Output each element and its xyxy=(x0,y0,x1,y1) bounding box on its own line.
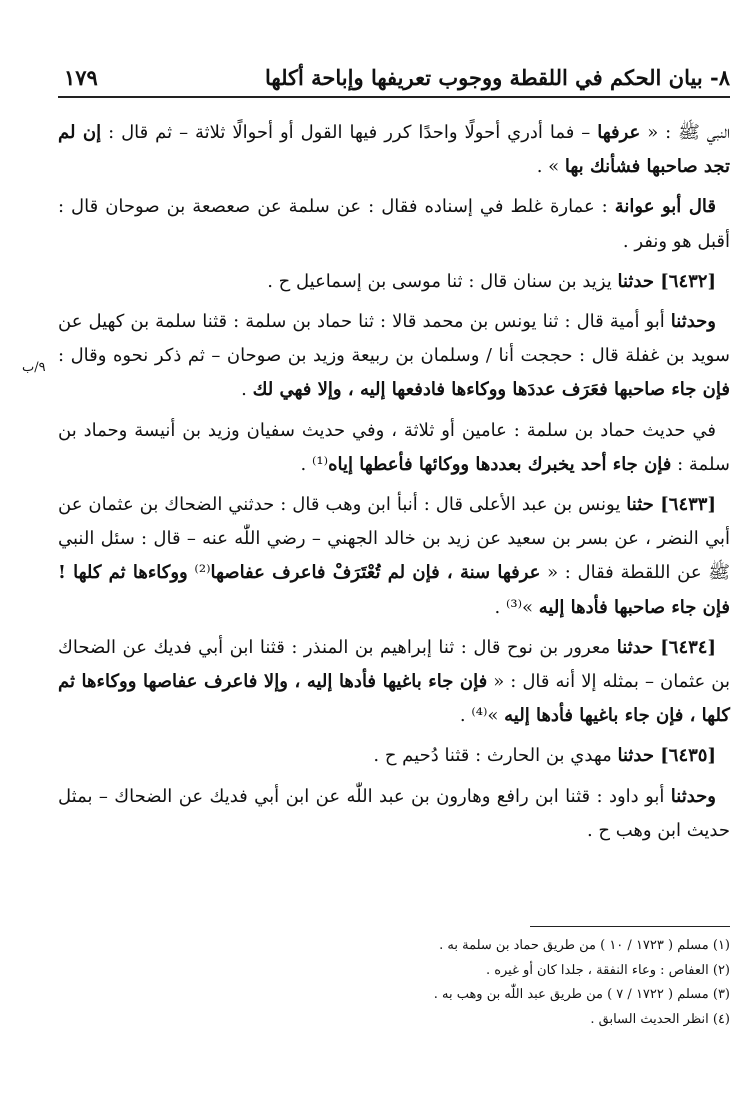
text-segment: معرور بن نوح قال : ثنا إبراهيم بن المنذر : قثنا ابن أبي فديك عن الضحاك بن عثمان – بمثله إلا أنه قال : « xyxy=(58,636,730,693)
bold-text: قال أبو عوانة xyxy=(614,196,716,218)
chapter-title: ٨- بيان الحكم في اللقطة ووجوب تعريفها وإباحة أكلها xyxy=(265,64,730,90)
bold-text: ووكاءها ثم كلها ! فإن جاء صاحبها فأدها إليه xyxy=(58,562,730,618)
bold-text: فإن جاء أحد يخبرك بعددها ووكائها فأعطها إياه xyxy=(328,453,672,475)
text-segment: يونس بن عبد الأعلى قال : أنبأ ابن وهب قال : حدثني الضحاك بن عثمان عن أبي النضر ، عن بسر بن سعيد عن زيد بن خالد الجهني – رضي اللّٰه عنه – قال : سئل النبي ﷺ عن اللقطة فقال : « xyxy=(58,494,730,584)
paragraph xyxy=(58,414,730,482)
footnote-4: (٤) انظر الحديث السابق . xyxy=(590,1011,730,1027)
footnotes xyxy=(58,934,730,1032)
text-segment: : عمارة غلط في إسناده فقال : عن سلمة عن صعصعة بن صوحان قال : أقبل هو ونفر . xyxy=(58,196,730,252)
bold-text: عرفها سنة ، فإن لم تُعْتَرَفْ فاعرف عفاصها xyxy=(210,562,541,584)
bold-text: [٦٤٣٢] حدثنا xyxy=(617,270,716,292)
bold-text: [٦٤٣٣] حثنا xyxy=(626,494,716,516)
footnote-separator xyxy=(530,926,730,927)
bold-text: فإن جاء باغيها فأدها إليه ، وإلا فاعرف عفاصها ووكاءها ثم كلها ، فإن جاء باغيها فأدها إليه xyxy=(58,671,730,727)
footnote-1: (١) مسلم ( ١٧٢٣ / ١٠ ) من طريق حماد بن سلمة به . xyxy=(439,938,730,953)
paragraph xyxy=(58,488,730,625)
paragraph xyxy=(58,631,730,734)
page-number: ١٧٩ xyxy=(64,64,98,90)
body-text xyxy=(58,116,730,854)
text-segment: مهدي بن الحارث : قثنا دُحيم ح . xyxy=(373,745,618,767)
text-segment: . xyxy=(241,379,253,401)
bold-text: [٦٤٣٤] حدثنا xyxy=(616,636,716,658)
manuscript-folio-note: ٩/ب xyxy=(22,360,46,375)
bold-text: فإن جاء صاحبها فعَرَف عددَها ووكاءها فادفعها إليه ، وإلا فهي لك xyxy=(252,379,730,401)
paragraph xyxy=(58,305,730,408)
bold-text: وحدثنا xyxy=(670,311,716,333)
page-header xyxy=(58,58,730,98)
footnote-2: (٢) العفاص : وعاء النفقة ، جلدا كان أو غيره . xyxy=(485,962,730,978)
paragraph xyxy=(58,265,730,299)
text-segment: النبي ﷺ : « xyxy=(640,122,730,143)
paragraph xyxy=(58,116,730,184)
bold-text: عرفها xyxy=(597,122,641,143)
bold-text: [٦٤٣٥] حدثنا xyxy=(617,745,716,767)
text-segment: » . xyxy=(536,156,565,178)
paragraph xyxy=(58,780,730,848)
footnote-3: (٣) مسلم ( ١٧٢٢ / ٧ ) من طريق عبد اللّٰه بن وهب به . xyxy=(433,987,730,1002)
text-segment: ⁽¹⁾ . xyxy=(300,453,329,475)
text-segment: أبو أمية قال : ثنا يونس بن محمد قالا : ثنا حماد بن سلمة : قثنا سلمة بن كهيل عن سويد بن غفلة قال : حججت أنا / وسلمان بن ربيعة وزيد بن صوحان – ثم ذكر نحوه وقال : xyxy=(58,311,730,367)
text-segment: ⁽²⁾ xyxy=(187,562,211,584)
bold-text: وحدثنا xyxy=(670,785,716,807)
text-segment: »⁽⁴⁾ . xyxy=(459,705,505,727)
text-segment: يزيد بن سنان قال : ثنا موسى بن إسماعيل ح . xyxy=(267,270,618,292)
bold-text: إن لم تجد صاحبها فشأنك بها xyxy=(58,122,730,178)
text-segment: في حديث حماد بن سلمة : عامين أو ثلاثة ، وفي حديث سفيان وزيد بن أنيسة وحماد بن سلمة : xyxy=(58,419,730,475)
paragraph xyxy=(58,739,730,773)
text-segment: – فما أدري أحولًا واحدًا كرر فيها القول أو أحوالًا ثلاثة – ثم قال : xyxy=(101,122,598,143)
text-segment: »⁽³⁾ . xyxy=(494,596,539,618)
text-segment: أبو داود : قثنا ابن رافع وهارون بن عبد اللّٰه عن ابن أبي فديك عن الضحاك – بمثل حديث ابن وهب ح . xyxy=(58,785,730,841)
paragraph xyxy=(58,190,730,258)
book-page xyxy=(22,58,730,1058)
